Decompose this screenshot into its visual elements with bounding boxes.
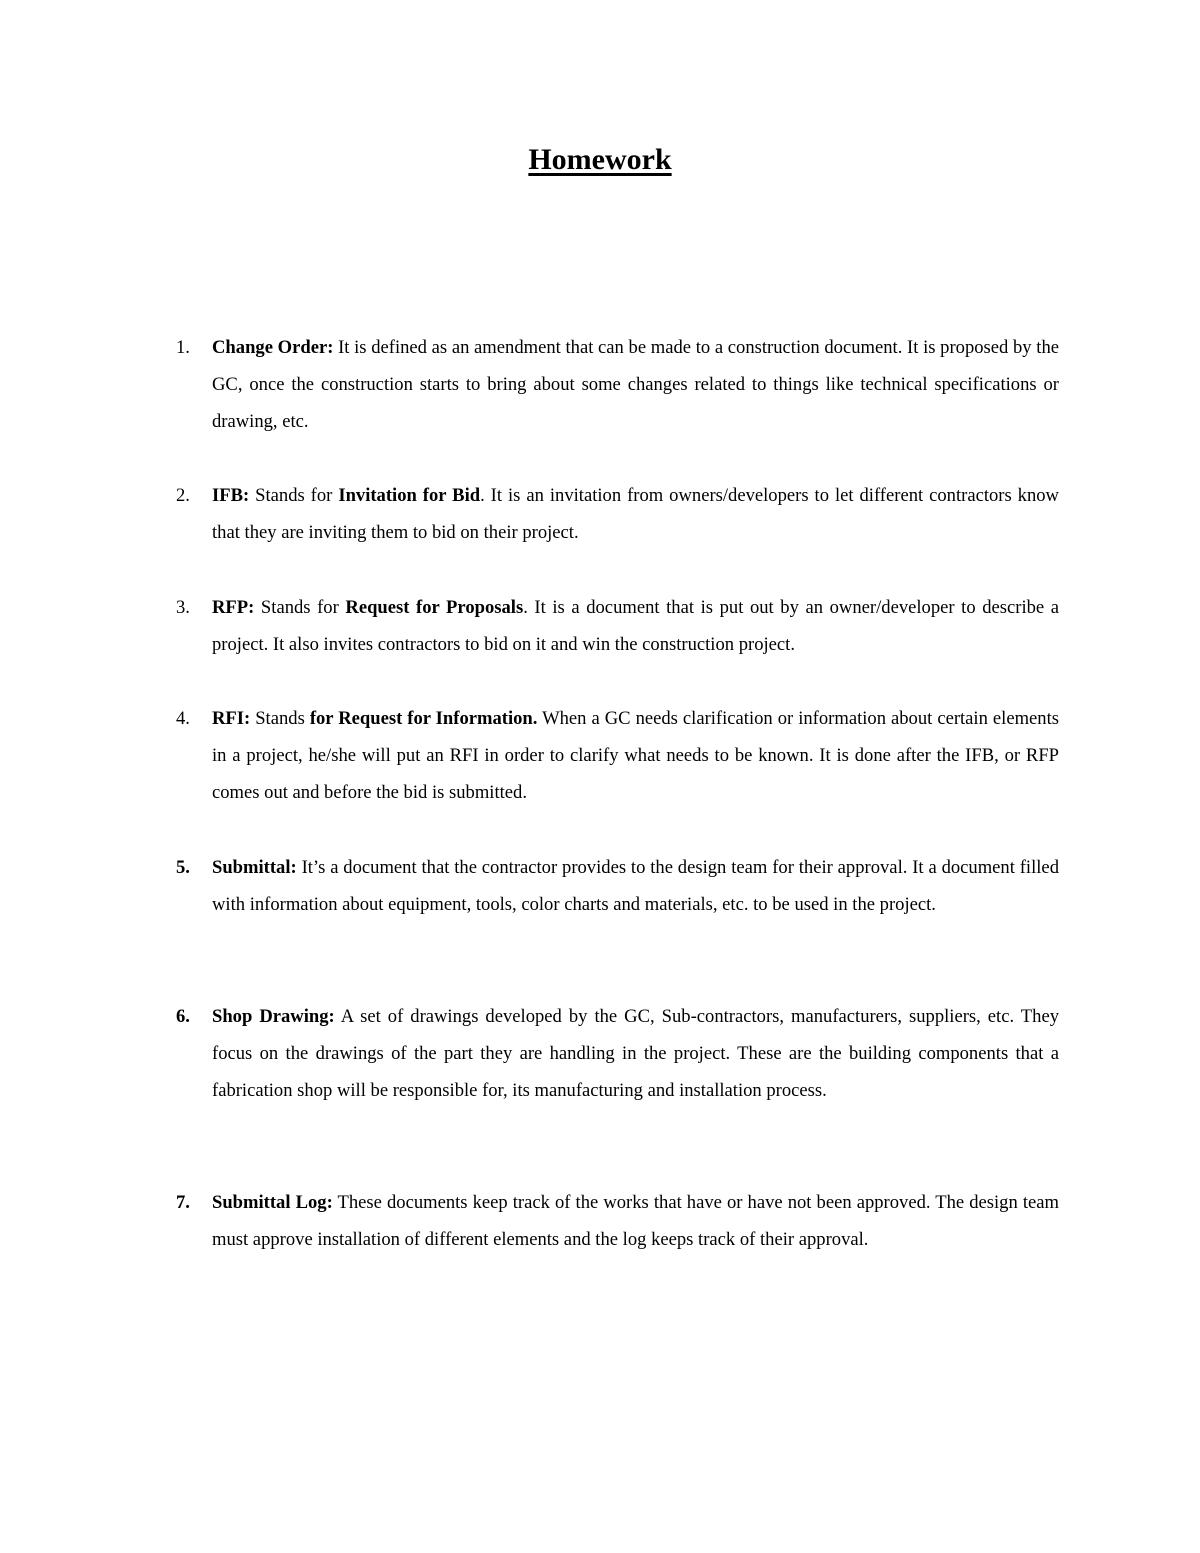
list-item-number: 1.: [176, 337, 190, 358]
list-item-bold-phrase: Invitation for Bid: [338, 485, 481, 506]
list-item-bold-phrase: Request for Proposals: [345, 597, 524, 618]
list-item-number: 7.: [176, 1192, 190, 1213]
list-item-term: Submittal:: [212, 857, 297, 878]
list-item-number: 6.: [176, 1006, 190, 1027]
list-item-number: 5.: [176, 857, 190, 878]
list-item-text-post: . It is an invitation from owners/developers to let different contractors know that they are inviting them to bid on their project.: [212, 485, 1059, 543]
list-item-text-pre: Stands: [250, 708, 310, 729]
document-title: Homework: [528, 143, 672, 176]
list-item-text: It’s a document that the contractor provides to the design team for their approval. It a document filled with information about equipment, tools, color charts and materials, etc. to be used in the project.: [212, 857, 1059, 915]
list-item-shop-drawing: [176, 998, 1059, 1109]
list-item-rfp: [176, 589, 1060, 663]
list-item-text: A set of drawings developed by the GC, Sub-contractors, manufacturers, suppliers, etc. They focus on the drawings of the part they are handling in the project. These are the building components that a fabrication shop will be responsible for, its manufacturing and installation process.: [212, 1006, 1059, 1101]
list-item-term: RFI:: [212, 708, 251, 729]
list-item-text-post: . It is a document that is put out by an owner/developer to describe a project. It also invites contractors to bid on it and win the construction project.: [212, 597, 1060, 655]
list-item-text-post: When a GC needs clarification or information about certain elements in a project, he/she will put an RFI in order to clarify what needs to be known. It is done after the IFB, or RFP comes out and before the bid is submitted.: [212, 708, 1059, 803]
list-item-term: RFP:: [212, 597, 255, 618]
list-item-submittal: [176, 849, 1059, 923]
list-item-rfi: [176, 700, 1059, 811]
list-item-text: These documents keep track of the works that have or have not been approved. The design team must approve installation of different elements and the log keeps track of their approval.: [212, 1192, 1059, 1250]
list-item-number: 4.: [176, 708, 190, 729]
list-item-term: Submittal Log:: [212, 1192, 333, 1213]
list-item-text: It is defined as an amendment that can be made to a construction document. It is proposed by the GC, once the construction starts to bring about some changes related to things like technical specifications or drawing, etc.: [212, 337, 1060, 432]
list-item-change-order: [176, 329, 1060, 440]
list-item-term: Change Order:: [212, 337, 334, 358]
list-item-term: IFB:: [212, 485, 250, 506]
list-item-number: 2.: [176, 485, 190, 506]
list-item-ifb: [176, 477, 1059, 551]
list-item-bold-phrase: for Request for Information.: [309, 708, 538, 729]
list-item-submittal-log: [176, 1184, 1059, 1258]
list-item-term: Shop Drawing:: [212, 1006, 335, 1027]
list-item-number: 3.: [176, 597, 190, 618]
list-item-text-pre: Stands for: [254, 597, 346, 618]
list-item-text-pre: Stands for: [249, 485, 339, 506]
